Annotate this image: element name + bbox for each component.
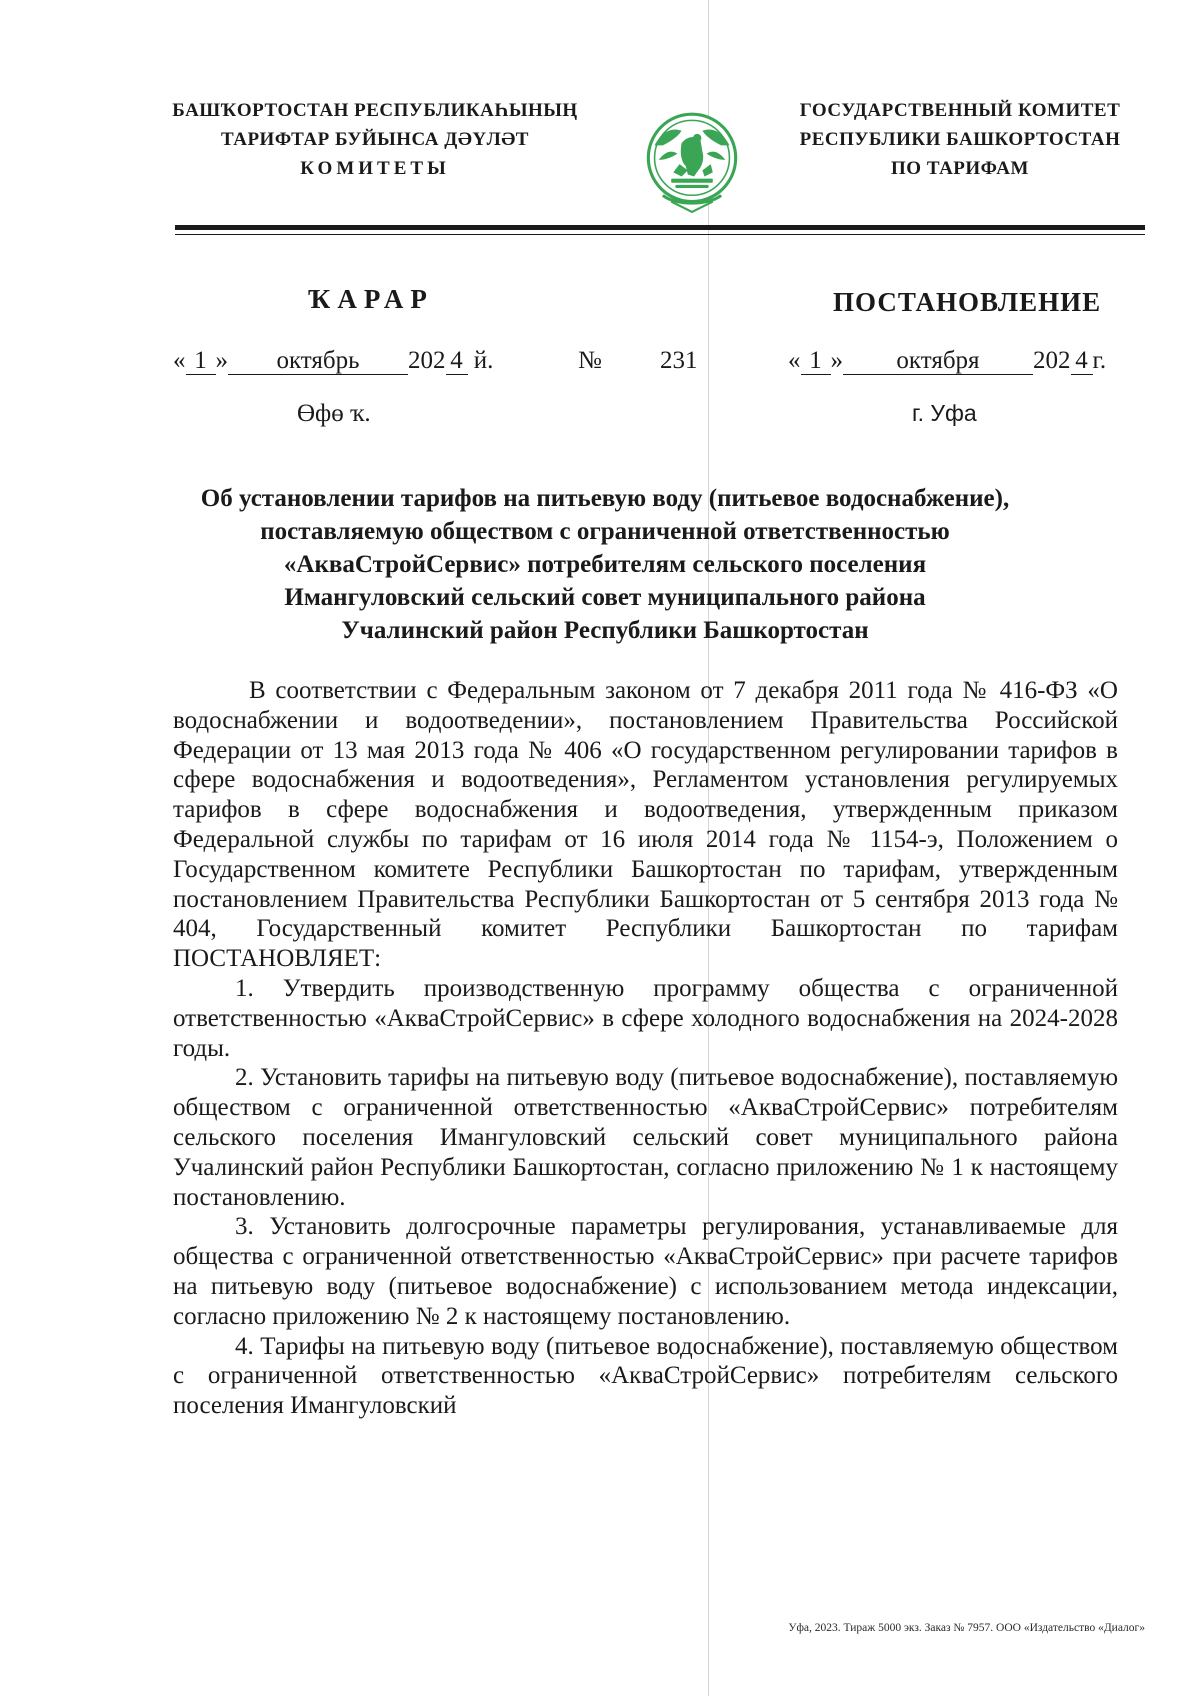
doc-type-russian: ПОСТАНОВЛЕНИЕ — [833, 287, 1102, 317]
title-line-5: Учалинский район Республики Башкортостан — [341, 617, 869, 644]
date-month: октябрь — [228, 348, 408, 375]
date-day: 1 — [801, 348, 831, 375]
title-line-3: «АкваСтройСервис» потребителям сельского поселения — [283, 551, 927, 578]
city-bashkir: Өфө ҡ. — [297, 400, 371, 427]
paragraph-item-4: 4. Тарифы на питьевую воду (питьевое водоснабжение), поставляемую обществом с ограниченной ответственностью «АкваСтройСервис» потребителям сельского поселения Имангуловский — [173, 1332, 1118, 1420]
number-label: № — [578, 347, 602, 374]
date-bashkir — [173, 347, 493, 375]
header-right-russian — [770, 96, 1150, 183]
date-russian — [788, 347, 1106, 375]
header-right-line-1: ГОСУДАРСТВЕННЫЙ КОМИТЕТ — [799, 100, 1121, 121]
document-title — [150, 482, 1060, 647]
bashkortostan-coat-of-arms-icon — [640, 110, 744, 214]
city-russian: г. Уфа — [912, 400, 977, 426]
date-open-quote: « — [788, 347, 801, 374]
date-year-suffix: г. — [1092, 347, 1107, 374]
header-left-line-3: КОМИТЕТЫ — [300, 158, 450, 179]
doc-type-bashkir: ҠАРАР — [308, 284, 434, 314]
date-year-digit: 4 — [446, 348, 468, 375]
header-left-bashkir — [150, 96, 600, 183]
paragraph-item-3: 3. Установить долгосрочные параметры регулирования, устанавливаемые для общества с ограниченной ответственностью «АкваСтройСервис» при расчете тарифов на питьевую воду (питьевое водоснабжение) с использованием метода индексации, согласно приложению № 2 к настоящему постановлению. — [173, 1213, 1118, 1330]
title-line-4: Имангуловский сельский совет муниципального района — [284, 584, 926, 611]
header-left-line-2: ТАРИФТАР БУЙЫНСА ДӘҮЛӘТ — [221, 129, 529, 150]
date-year-prefix: 202 — [408, 347, 446, 374]
header-right-line-2: РЕСПУБЛИКИ БАШКОРТОСТАН — [799, 129, 1121, 150]
date-year-digit: 4 — [1071, 348, 1093, 375]
date-year-prefix: 202 — [1033, 347, 1071, 374]
header-left-line-1: БАШҠОРТОСТАН РЕСПУБЛИКАҺЫНЫҢ — [172, 100, 578, 121]
paragraph-item-1: 1. Утвердить производственную программу общества с ограниченной ответственностью «АкваСтройСервис» в сфере холодного водоснабжения на 2024-2028 годы. — [173, 974, 1118, 1062]
date-year-suffix: й. — [473, 347, 494, 374]
document-number: 231 — [660, 347, 698, 374]
date-day: 1 — [186, 348, 216, 375]
date-open-quote: « — [173, 347, 186, 374]
header-right-line-3: ПО ТАРИФАМ — [891, 158, 1029, 179]
date-month: октября — [843, 348, 1033, 375]
date-close-quote: » — [215, 347, 228, 374]
header-divider-thick — [175, 225, 1145, 230]
document-body — [173, 676, 1118, 1421]
title-line-1: Об установлении тарифов на питьевую воду (питьевое водоснабжение), — [200, 485, 1010, 512]
print-imprint-footer: Уфа, 2023. Тираж 5000 экз. Заказ № 7957. ООО «Издательство «Диалог» — [788, 1622, 1145, 1634]
date-close-quote: » — [830, 347, 843, 374]
title-line-2: поставляемую обществом с ограниченной ответственностью — [260, 518, 950, 545]
paragraph-preamble: В соответствии с Федеральным законом от 7 декабря 2011 года № 416-ФЗ «О водоснабжении и водоотведении», постановлением Правительства Российской Федерации от 13 мая 2013 года № 406 «О государственном регулировании тарифов в сфере водоснабжения и водоотведения», Регламентом установления регулируемых тарифов в сфере водоснабжения и водоотведения, утвержденным приказом Федеральной службы по тарифам от 16 июля 2014 года № 1154-э, Положением о Государственном комитете Республики Башкортостан по тарифам, утвержденным постановлением Правительства Республики Башкортостан от 5 сентября 2013 года № 404, Государственный комитет Республики Башкортостан по тарифам ПОСТАНОВЛЯЕТ: — [173, 677, 1118, 973]
paragraph-item-2: 2. Установить тарифы на питьевую воду (питьевое водоснабжение), поставляемую обществом с ограниченной ответственностью «АкваСтройСервис» потребителям сельского поселения Имангуловский сельский совет муниципального района Учалинский район Республики Башкортостан, согласно приложению № 1 к настоящему постановлению. — [173, 1064, 1118, 1211]
header-divider-thin — [175, 234, 1145, 235]
